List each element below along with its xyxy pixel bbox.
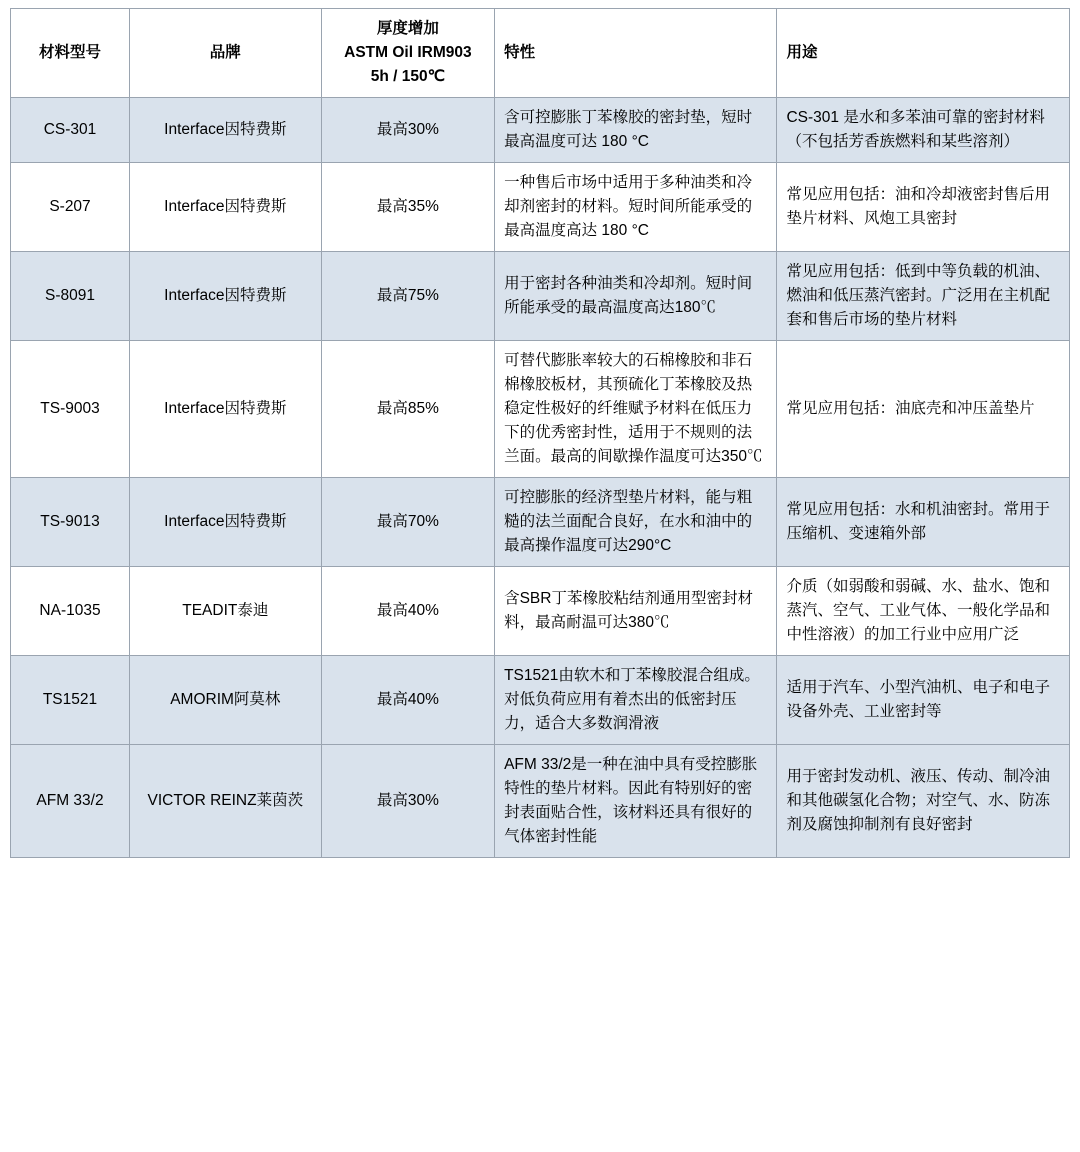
cell-swell: 最高30% xyxy=(321,745,494,858)
cell-model: S-8091 xyxy=(11,252,130,341)
cell-feature: TS1521由软木和丁苯橡胶混合组成。对低负荷应用有着杰出的低密封压力，适合大多数润滑液 xyxy=(495,656,777,745)
cell-feature: 含SBR丁苯橡胶粘结剂通用型密封材料，最高耐温可达380℃ xyxy=(495,567,777,656)
cell-model: CS-301 xyxy=(11,98,130,163)
cell-brand: Interface因特费斯 xyxy=(130,163,322,252)
cell-feature: 含可控膨胀丁苯橡胶的密封垫，短时最高温度可达 180 °C xyxy=(495,98,777,163)
cell-swell: 最高30% xyxy=(321,98,494,163)
cell-usage: 介质（如弱酸和弱碱、水、盐水、饱和蒸汽、空气、工业气体、一般化学品和中性溶液）的加工行业中应用广泛 xyxy=(777,567,1070,656)
table-row xyxy=(11,478,1070,567)
table-header xyxy=(11,9,1070,98)
cell-model: NA-1035 xyxy=(11,567,130,656)
cell-swell: 最高35% xyxy=(321,163,494,252)
cell-swell: 最高75% xyxy=(321,252,494,341)
column-header-usage: 用途 xyxy=(777,9,1070,98)
cell-swell: 最高40% xyxy=(321,656,494,745)
cell-model: TS-9013 xyxy=(11,478,130,567)
cell-brand: VICTOR REINZ莱茵茨 xyxy=(130,745,322,858)
cell-model: AFM 33/2 xyxy=(11,745,130,858)
cell-usage: 用于密封发动机、液压、传动、制冷油和其他碳氢化合物；对空气、水、防冻剂及腐蚀抑制剂有良好密封 xyxy=(777,745,1070,858)
table-row xyxy=(11,163,1070,252)
cell-usage: 常见应用包括：水和机油密封。常用于压缩机、变速箱外部 xyxy=(777,478,1070,567)
cell-brand: TEADIT泰迪 xyxy=(130,567,322,656)
cell-swell: 最高40% xyxy=(321,567,494,656)
cell-swell: 最高70% xyxy=(321,478,494,567)
cell-swell: 最高85% xyxy=(321,341,494,478)
material-spec-table xyxy=(10,8,1070,858)
cell-feature: 一种售后市场中适用于多种油类和冷却剂密封的材料。短时间所能承受的最高温度高达 180 °C xyxy=(495,163,777,252)
cell-usage: 适用于汽车、小型汽油机、电子和电子设备外壳、工业密封等 xyxy=(777,656,1070,745)
cell-usage: CS-301 是水和多苯油可靠的密封材料（不包括芳香族燃料和某些溶剂） xyxy=(777,98,1070,163)
cell-model: TS-9003 xyxy=(11,341,130,478)
column-header-swell xyxy=(321,9,494,98)
table-row xyxy=(11,341,1070,478)
column-header-swell-line2: ASTM Oil IRM903 xyxy=(344,44,472,62)
cell-feature: AFM 33/2是一种在油中具有受控膨胀特性的垫片材料。因此有特别好的密封表面贴合性，该材料还具有很好的气体密封性能 xyxy=(495,745,777,858)
table-row xyxy=(11,567,1070,656)
table-row xyxy=(11,745,1070,858)
table-row xyxy=(11,98,1070,163)
cell-feature: 用于密封各种油类和冷却剂。短时间所能承受的最高温度高达180℃ xyxy=(495,252,777,341)
cell-feature: 可替代膨胀率较大的石棉橡胶和非石棉橡胶板材，其预硫化丁苯橡胶及热稳定性极好的纤维赋予材料在低压力下的优秀密封性，适用于不规则的法兰面。最高的间歇操作温度可达350℃ xyxy=(495,341,777,478)
cell-brand: AMORIM阿莫林 xyxy=(130,656,322,745)
column-header-swell-line3: 5h / 150℃ xyxy=(370,68,445,86)
cell-brand: Interface因特费斯 xyxy=(130,98,322,163)
cell-brand: Interface因特费斯 xyxy=(130,252,322,341)
column-header-feature: 特性 xyxy=(495,9,777,98)
table-row xyxy=(11,252,1070,341)
cell-usage: 常见应用包括：低到中等负载的机油、燃油和低压蒸汽密封。广泛用在主机配套和售后市场的垫片材料 xyxy=(777,252,1070,341)
cell-brand: Interface因特费斯 xyxy=(130,341,322,478)
column-header-model: 材料型号 xyxy=(11,9,130,98)
table-header-row xyxy=(11,9,1070,98)
table-body xyxy=(11,98,1070,858)
column-header-swell-line1: 厚度增加 xyxy=(376,20,439,37)
table-row xyxy=(11,656,1070,745)
column-header-brand: 品牌 xyxy=(130,9,322,98)
cell-usage: 常见应用包括：油底壳和冲压盖垫片 xyxy=(777,341,1070,478)
cell-model: TS1521 xyxy=(11,656,130,745)
cell-brand: Interface因特费斯 xyxy=(130,478,322,567)
cell-model: S-207 xyxy=(11,163,130,252)
cell-usage: 常见应用包括：油和冷却液密封售后用垫片材料、风炮工具密封 xyxy=(777,163,1070,252)
cell-feature: 可控膨胀的经济型垫片材料，能与粗糙的法兰面配合良好，在水和油中的最高操作温度可达290°C xyxy=(495,478,777,567)
